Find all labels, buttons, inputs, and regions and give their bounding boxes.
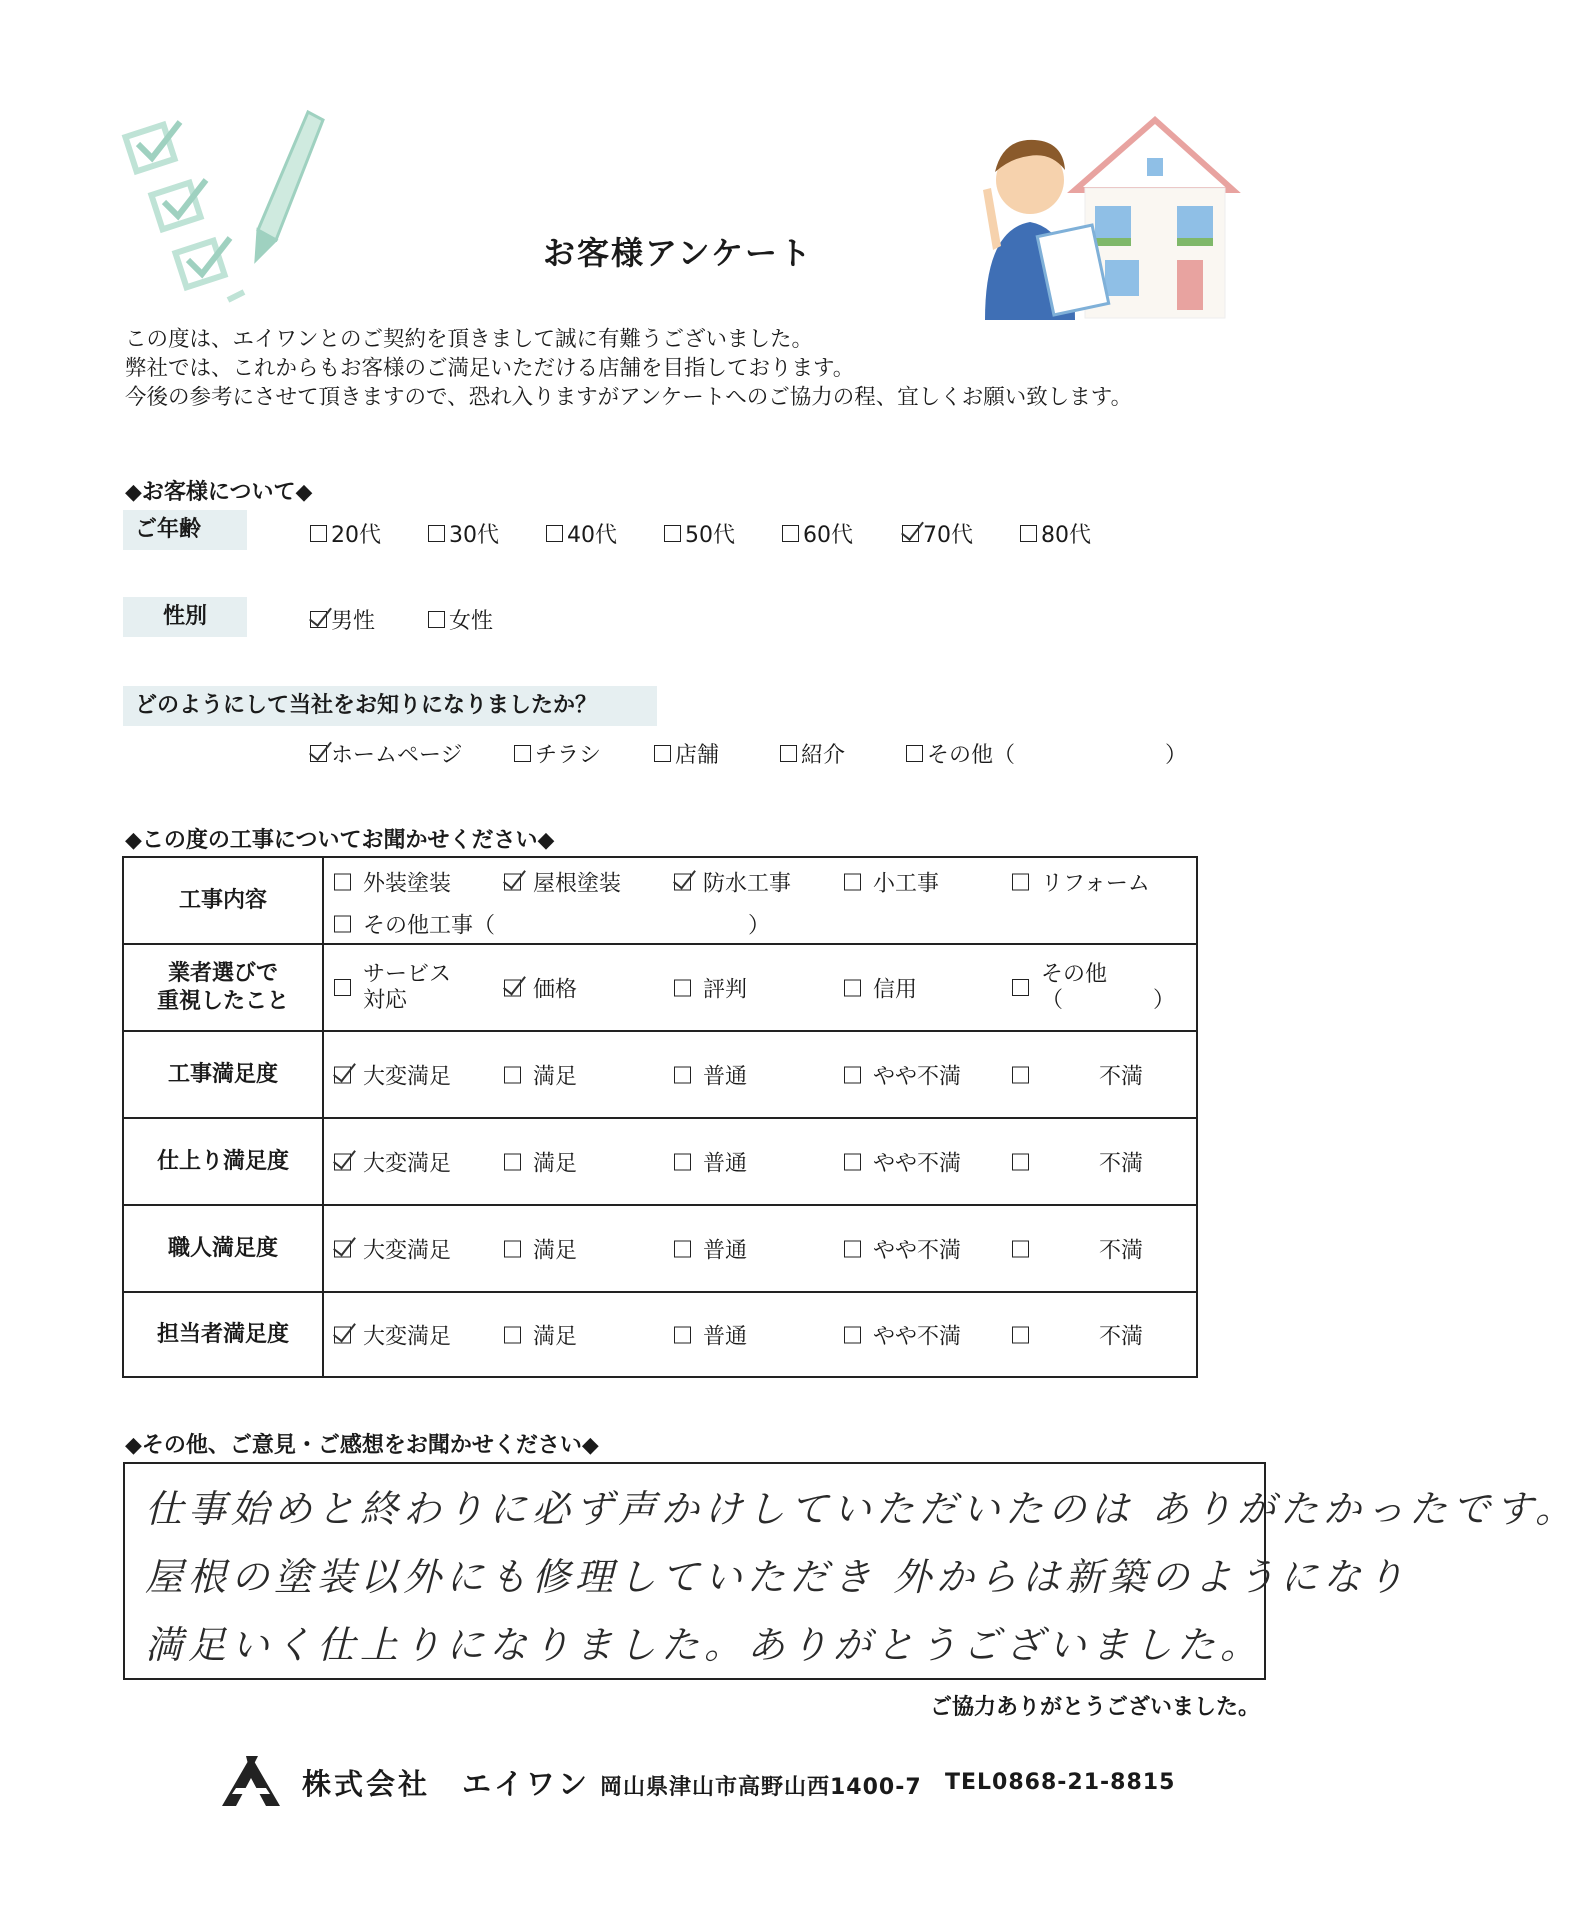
gender-label: 性別: [123, 597, 247, 637]
option-label: 40代: [567, 523, 617, 548]
option-label: 70代: [923, 523, 973, 548]
table-row: [123, 1031, 1197, 1118]
company-name: 株式会社 エイワン: [302, 1767, 591, 1801]
checkbox[interactable]: [504, 1240, 521, 1257]
work-option-exterior[interactable]: [334, 867, 451, 898]
man-house-illustration: [955, 110, 1235, 330]
selection-option-reputation[interactable]: [674, 972, 747, 1003]
rating-option-satisfied[interactable]: [504, 1233, 577, 1264]
option-label: 50代: [685, 523, 735, 548]
checkbox-checked[interactable]: [334, 1066, 351, 1083]
option-label: 評判: [703, 977, 748, 1002]
option-label: 店舗: [675, 743, 720, 768]
option-label: やや不満: [873, 1238, 962, 1263]
option-label: 紹介: [801, 743, 846, 768]
checkbox[interactable]: [674, 979, 691, 996]
age-option-70[interactable]: [902, 518, 973, 549]
rating-option-neutral[interactable]: [674, 1146, 747, 1177]
table-row: [123, 857, 1197, 944]
work-option-small[interactable]: [844, 867, 939, 898]
work-content-cells: [323, 857, 1197, 944]
survey-table: [122, 856, 1198, 1378]
checkbox[interactable]: [1012, 1153, 1029, 1170]
table-row: [123, 1292, 1197, 1377]
checkbox[interactable]: [1012, 979, 1029, 996]
checkbox-checked[interactable]: [334, 1240, 351, 1257]
work-content-label: 工事内容: [123, 857, 323, 944]
rating-cells: [323, 1205, 1197, 1292]
gender-option-female[interactable]: [428, 604, 493, 635]
checkbox[interactable]: [504, 1326, 521, 1343]
paren: （: [1041, 987, 1064, 1013]
checkbox[interactable]: [844, 874, 861, 891]
option-label: 30代: [449, 523, 499, 548]
checkbox[interactable]: [674, 1153, 691, 1170]
option-label: 不満: [1099, 1151, 1144, 1176]
rating-label: 仕上り満足度: [123, 1118, 323, 1205]
comment-line: 満足いく仕上りになりました。ありがとうございました。: [145, 1623, 1264, 1667]
source-option-homepage[interactable]: [310, 738, 463, 769]
checkbox[interactable]: [844, 1326, 861, 1343]
label-line: 対応: [363, 987, 408, 1013]
option-label: 防水工事: [703, 871, 792, 897]
company-tel: TEL0868-21-8815: [945, 1770, 1176, 1795]
label-line: 重視したこと: [156, 988, 289, 1014]
rating-cells: [323, 1031, 1197, 1118]
checkbox[interactable]: [906, 745, 923, 762]
source-question: どのようにして当社をお知りになりましたか？: [123, 686, 657, 726]
checkbox[interactable]: [546, 525, 563, 542]
work-other-close: ）: [748, 913, 771, 939]
age-option-20[interactable]: [310, 518, 381, 549]
checkbox[interactable]: [334, 916, 351, 933]
option-label: 小工事: [873, 871, 940, 897]
checkbox[interactable]: [664, 525, 681, 542]
checklist-pencil-illustration: [118, 100, 328, 320]
age-option-60[interactable]: [782, 518, 853, 549]
rating-label: 工事満足度: [123, 1031, 323, 1118]
option-label: 普通: [703, 1064, 748, 1089]
checkbox[interactable]: [1012, 1240, 1029, 1257]
checkbox[interactable]: [782, 525, 799, 542]
age-option-50[interactable]: [664, 518, 735, 549]
option-label: ホームページ: [331, 743, 463, 768]
rating-option-satisfied[interactable]: [504, 1059, 577, 1090]
checkbox[interactable]: [844, 1153, 861, 1170]
rating-option-very-satisfied[interactable]: [334, 1146, 451, 1177]
option-label: 信用: [873, 977, 918, 1002]
rating-cells: [323, 1118, 1197, 1205]
checkbox[interactable]: [654, 745, 671, 762]
comment-line: 屋根の塗装以外にも修理していただき 外からは新築のようになり: [145, 1555, 1410, 1599]
checkbox-checked[interactable]: [310, 611, 327, 628]
rating-cells: [323, 1292, 1197, 1377]
option-label: 不満: [1099, 1238, 1144, 1263]
age-label: ご年齢: [123, 510, 247, 550]
source-other-close: ）: [1165, 743, 1188, 768]
option-label: リフォーム: [1041, 871, 1150, 897]
checkbox[interactable]: [1012, 874, 1029, 891]
intro-text: [125, 325, 1132, 412]
checkbox-checked[interactable]: [310, 745, 327, 762]
selection-option-service[interactable]: [334, 962, 451, 1014]
rating-label: 職人満足度: [123, 1205, 323, 1292]
table-row: [123, 1118, 1197, 1205]
rating-option-somewhat-dissatisfied[interactable]: [844, 1319, 961, 1350]
rating-label: 担当者満足度: [123, 1292, 323, 1377]
rating-option-dissatisfied[interactable]: [1012, 1233, 1143, 1264]
comment-box[interactable]: [123, 1462, 1578, 1680]
option-label: 大変満足: [363, 1064, 452, 1089]
selection-cells: [323, 944, 1197, 1031]
table-row: [123, 944, 1197, 1031]
label-line: サービス: [363, 961, 452, 987]
checkbox[interactable]: [514, 745, 531, 762]
rating-option-somewhat-dissatisfied[interactable]: [844, 1146, 961, 1177]
option-label: 屋根塗装: [533, 871, 622, 897]
checkbox-checked[interactable]: [902, 525, 919, 542]
rating-option-very-satisfied[interactable]: [334, 1233, 451, 1264]
selection-option-price[interactable]: [504, 972, 577, 1003]
checkbox[interactable]: [428, 611, 445, 628]
option-label: 外装塗装: [363, 871, 452, 897]
rating-option-neutral[interactable]: [674, 1319, 747, 1350]
selection-option-trust[interactable]: [844, 972, 917, 1003]
option-label: 大変満足: [363, 1151, 452, 1176]
checkbox[interactable]: [674, 1066, 691, 1083]
option-label: 男性: [331, 609, 376, 634]
checkbox[interactable]: [428, 525, 445, 542]
checkbox-checked[interactable]: [674, 874, 691, 891]
gender-option-male[interactable]: [310, 604, 375, 635]
checkbox[interactable]: [334, 979, 351, 996]
selection-label: [123, 944, 323, 1031]
checkbox[interactable]: [1012, 1066, 1029, 1083]
rating-option-neutral[interactable]: [674, 1059, 747, 1090]
option-label: 普通: [703, 1324, 748, 1349]
rating-option-satisfied[interactable]: [504, 1319, 577, 1350]
label-line: 業者選びで: [167, 960, 278, 986]
option-label: 80代: [1041, 523, 1091, 548]
source-option-flyer[interactable]: [514, 738, 601, 769]
checkbox[interactable]: [844, 1066, 861, 1083]
option-label: 普通: [703, 1238, 748, 1263]
work-option-reform[interactable]: [1012, 867, 1150, 898]
option-label: 満足: [533, 1238, 578, 1263]
source-option-store[interactable]: [654, 738, 719, 769]
option-label: 20代: [331, 523, 381, 548]
option-label: 普通: [703, 1151, 748, 1176]
rating-option-somewhat-dissatisfied[interactable]: [844, 1233, 961, 1264]
rating-option-somewhat-dissatisfied[interactable]: [844, 1059, 961, 1090]
rating-option-neutral[interactable]: [674, 1233, 747, 1264]
work-option-roof[interactable]: [504, 867, 621, 898]
selection-option-other[interactable]: [1012, 962, 1175, 1014]
intro-line: 弊社では、これからもお客様のご満足いただける店舗を目指しております。: [125, 356, 855, 381]
work-option-other[interactable]: [334, 909, 495, 940]
source-option-other[interactable]: [906, 738, 1015, 769]
option-label: その他（: [927, 743, 1016, 768]
rating-option-dissatisfied[interactable]: [1012, 1146, 1143, 1177]
label-line: その他: [1041, 961, 1108, 987]
section-work-heading: ◆この度の工事についてお聞かせください◆: [125, 828, 555, 853]
table-row: [123, 1205, 1197, 1292]
comment-line: 仕事始めと終わりに必ず声かけしていただいたのは ありがたかったです。: [145, 1487, 1578, 1531]
option-label: 女性: [449, 609, 494, 634]
rating-option-dissatisfied[interactable]: [1012, 1059, 1143, 1090]
option-label: やや不満: [873, 1324, 962, 1349]
checkbox[interactable]: [844, 1240, 861, 1257]
checkbox[interactable]: [1012, 1326, 1029, 1343]
option-label: やや不満: [873, 1064, 962, 1089]
age-option-40[interactable]: [546, 518, 617, 549]
rating-option-satisfied[interactable]: [504, 1146, 577, 1177]
company-address: 岡山県津山市高野山西1400-7: [600, 1775, 922, 1800]
checkbox[interactable]: [844, 979, 861, 996]
option-label: 不満: [1099, 1064, 1144, 1089]
checkbox[interactable]: [310, 525, 327, 542]
thanks-text: ご協力ありがとうございました。: [929, 1695, 1260, 1720]
checkbox[interactable]: [504, 1066, 521, 1083]
age-option-80[interactable]: [1020, 518, 1091, 549]
option-label: 満足: [533, 1324, 578, 1349]
checkbox-checked[interactable]: [504, 874, 521, 891]
checkbox[interactable]: [674, 1240, 691, 1257]
paren: ）: [1153, 987, 1176, 1013]
rating-option-very-satisfied[interactable]: [334, 1059, 451, 1090]
label-line: [1041, 988, 1175, 1014]
option-label: その他工事（: [363, 913, 496, 939]
option-label: 満足: [533, 1151, 578, 1176]
company-logo-icon: [218, 1752, 284, 1808]
option-label: やや不満: [873, 1151, 962, 1176]
option-label: 大変満足: [363, 1324, 452, 1349]
option-label: [363, 962, 451, 1014]
option-label: 満足: [533, 1064, 578, 1089]
page-title: お客様アンケート: [542, 234, 814, 272]
checkbox[interactable]: [504, 1153, 521, 1170]
source-option-referral[interactable]: [780, 738, 845, 769]
option-label: チラシ: [535, 743, 602, 768]
checkbox-checked[interactable]: [334, 1326, 351, 1343]
work-option-waterproof[interactable]: [674, 867, 791, 898]
option-label: 大変満足: [363, 1238, 452, 1263]
checkbox[interactable]: [674, 1326, 691, 1343]
age-option-30[interactable]: [428, 518, 499, 549]
intro-line: 今後の参考にさせて頂きますので、恐れ入りますがアンケートへのご協力の程、宜しくお願い致します。: [125, 385, 1133, 410]
option-label: 不満: [1099, 1324, 1144, 1349]
checkbox[interactable]: [780, 745, 797, 762]
checkbox-checked[interactable]: [334, 1153, 351, 1170]
checkbox[interactable]: [334, 874, 351, 891]
rating-option-very-satisfied[interactable]: [334, 1319, 451, 1350]
section-customer-heading: ◆お客様について◆: [125, 480, 313, 505]
option-label: 60代: [803, 523, 853, 548]
section-comment-heading: ◆その他、ご意見・ご感想をお聞かせください◆: [125, 1433, 599, 1458]
option-label: 価格: [533, 977, 578, 1002]
checkbox-checked[interactable]: [504, 979, 521, 996]
intro-line: この度は、エイワンとのご契約を頂きまして誠に有難うございました。: [125, 327, 814, 352]
option-label: [1041, 962, 1175, 1014]
rating-option-dissatisfied[interactable]: [1012, 1319, 1143, 1350]
checkbox[interactable]: [1020, 525, 1037, 542]
